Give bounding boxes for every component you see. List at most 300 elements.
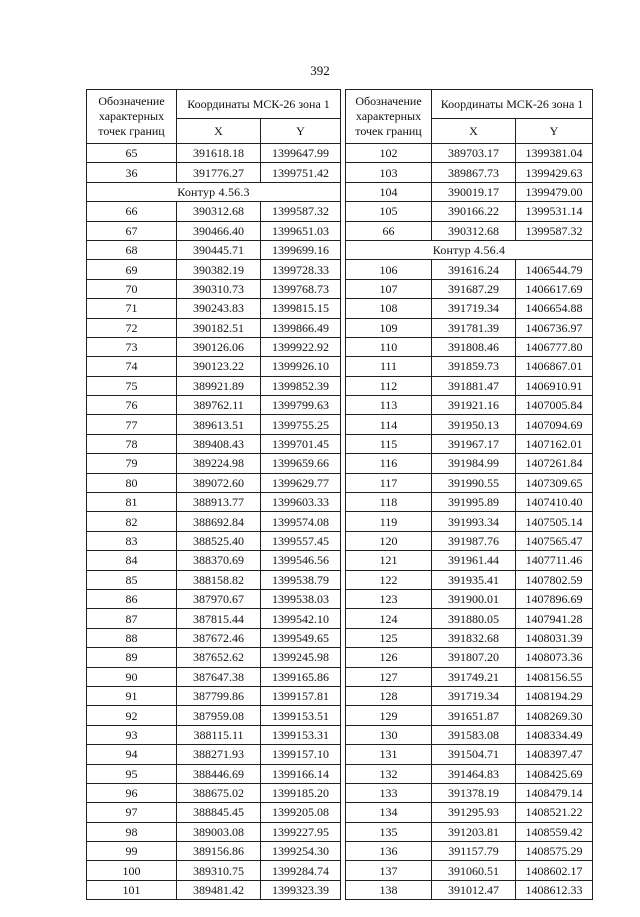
y-coordinate-cell: 1408612.33 — [516, 880, 593, 899]
x-coordinate-cell: 391749.21 — [432, 667, 516, 686]
x-coordinate-cell: 391651.87 — [432, 706, 516, 725]
point-id-cell: 105 — [346, 202, 432, 221]
x-coordinate-cell: 390466.40 — [177, 221, 261, 240]
y-coordinate-cell: 1406910.91 — [516, 376, 593, 395]
y-coordinate-cell: 1408194.29 — [516, 686, 593, 705]
x-coordinate-cell: 391616.24 — [432, 260, 516, 279]
y-coordinate-cell: 1399245.98 — [261, 648, 341, 667]
y-coordinate-cell: 1407802.59 — [516, 570, 593, 589]
table-row — [87, 609, 341, 628]
point-id-cell: 106 — [346, 260, 432, 279]
y-coordinate-cell: 1399153.51 — [261, 706, 341, 725]
header-point-label: Обозначение характерных точек границ — [87, 90, 177, 144]
point-id-cell: 113 — [346, 396, 432, 415]
x-coordinate-cell: 389613.51 — [177, 415, 261, 434]
point-id-cell: 126 — [346, 648, 432, 667]
x-coordinate-cell: 390243.83 — [177, 299, 261, 318]
x-coordinate-cell: 391984.99 — [432, 454, 516, 473]
table-row — [87, 531, 341, 550]
point-id-cell: 121 — [346, 551, 432, 570]
x-coordinate-cell: 389867.73 — [432, 163, 516, 182]
x-coordinate-cell: 388158.82 — [177, 570, 261, 589]
x-coordinate-cell: 391990.55 — [432, 473, 516, 492]
table-row — [87, 357, 341, 376]
point-id-cell: 81 — [87, 493, 177, 512]
y-coordinate-cell: 1399755.25 — [261, 415, 341, 434]
x-coordinate-cell: 391719.34 — [432, 686, 516, 705]
table-row — [87, 454, 341, 473]
table-row — [346, 667, 593, 686]
x-coordinate-cell: 391995.89 — [432, 493, 516, 512]
x-coordinate-cell: 389921.89 — [177, 376, 261, 395]
table-row — [87, 706, 341, 725]
y-coordinate-cell: 1407711.46 — [516, 551, 593, 570]
point-id-cell: 87 — [87, 609, 177, 628]
point-id-cell: 103 — [346, 163, 432, 182]
y-coordinate-cell: 1407005.84 — [516, 396, 593, 415]
y-coordinate-cell: 1408479.14 — [516, 783, 593, 802]
point-id-cell: 89 — [87, 648, 177, 667]
table-row — [346, 531, 593, 550]
page-number: 392 — [310, 63, 330, 78]
table-row — [346, 880, 593, 899]
x-coordinate-cell: 391157.79 — [432, 842, 516, 861]
table-row — [346, 202, 593, 221]
table-row — [87, 376, 341, 395]
y-coordinate-cell: 1399647.99 — [261, 144, 341, 163]
y-coordinate-cell: 1399542.10 — [261, 609, 341, 628]
point-id-cell: 128 — [346, 686, 432, 705]
y-coordinate-cell: 1406617.69 — [516, 279, 593, 298]
table-row — [346, 589, 593, 608]
point-id-cell: 134 — [346, 803, 432, 822]
table-row — [346, 745, 593, 764]
header-coordinates-label: Координаты МСК-26 зона 1 — [432, 90, 593, 119]
y-coordinate-cell: 1399157.10 — [261, 745, 341, 764]
y-coordinate-cell: 1399546.56 — [261, 551, 341, 570]
table-row — [87, 493, 341, 512]
table-row — [87, 396, 341, 415]
point-id-cell: 98 — [87, 822, 177, 841]
table-row — [87, 822, 341, 841]
x-coordinate-cell: 391012.47 — [432, 880, 516, 899]
y-coordinate-cell: 1407410.40 — [516, 493, 593, 512]
y-coordinate-cell: 1399587.32 — [516, 221, 593, 240]
point-id-cell: 130 — [346, 725, 432, 744]
table-row — [346, 144, 593, 163]
y-coordinate-cell: 1408334.49 — [516, 725, 593, 744]
y-coordinate-cell: 1399429.63 — [516, 163, 593, 182]
point-id-cell: 109 — [346, 318, 432, 337]
x-coordinate-cell: 390310.73 — [177, 279, 261, 298]
coordinates-table-right — [345, 89, 593, 900]
y-coordinate-cell: 1399254.30 — [261, 842, 341, 861]
x-coordinate-cell: 390382.19 — [177, 260, 261, 279]
table-row — [346, 279, 593, 298]
point-id-cell: 107 — [346, 279, 432, 298]
table-row — [346, 396, 593, 415]
table-row — [346, 221, 593, 240]
table-row — [87, 415, 341, 434]
y-coordinate-cell: 1399701.45 — [261, 434, 341, 453]
table-row — [346, 493, 593, 512]
y-coordinate-cell: 1399922.92 — [261, 337, 341, 356]
x-coordinate-cell: 391832.68 — [432, 628, 516, 647]
y-coordinate-cell: 1399538.79 — [261, 570, 341, 589]
x-coordinate-cell: 390312.68 — [177, 202, 261, 221]
x-coordinate-cell: 388525.40 — [177, 531, 261, 550]
point-id-cell: 88 — [87, 628, 177, 647]
point-id-cell: 78 — [87, 434, 177, 453]
table-row — [87, 434, 341, 453]
point-id-cell: 124 — [346, 609, 432, 628]
table-row — [346, 551, 593, 570]
y-coordinate-cell: 1399157.81 — [261, 686, 341, 705]
table-row — [87, 803, 341, 822]
y-coordinate-cell: 1408425.69 — [516, 764, 593, 783]
y-coordinate-cell: 1399629.77 — [261, 473, 341, 492]
point-id-cell: 123 — [346, 589, 432, 608]
point-id-cell: 91 — [87, 686, 177, 705]
point-id-cell: 110 — [346, 337, 432, 356]
contour-header-row — [346, 240, 593, 259]
x-coordinate-cell: 389156.86 — [177, 842, 261, 861]
point-id-cell: 92 — [87, 706, 177, 725]
point-id-cell: 119 — [346, 512, 432, 531]
x-coordinate-cell: 391808.46 — [432, 337, 516, 356]
point-id-cell: 104 — [346, 182, 432, 201]
table-row — [346, 318, 593, 337]
table-row — [87, 667, 341, 686]
y-coordinate-cell: 1399926.10 — [261, 357, 341, 376]
point-id-cell: 129 — [346, 706, 432, 725]
y-coordinate-cell: 1408397.47 — [516, 745, 593, 764]
y-coordinate-cell: 1399284.74 — [261, 861, 341, 880]
x-coordinate-cell: 390019.17 — [432, 182, 516, 201]
table-row — [346, 822, 593, 841]
x-coordinate-cell: 389072.60 — [177, 473, 261, 492]
table-row — [87, 299, 341, 318]
y-coordinate-cell: 1399651.03 — [261, 221, 341, 240]
header-y-label: Y — [261, 119, 341, 144]
point-id-cell: 90 — [87, 667, 177, 686]
header-coordinates-label: Координаты МСК-26 зона 1 — [177, 90, 341, 119]
x-coordinate-cell: 389224.98 — [177, 454, 261, 473]
point-id-cell: 100 — [87, 861, 177, 880]
y-coordinate-cell: 1407505.14 — [516, 512, 593, 531]
x-coordinate-cell: 387647.38 — [177, 667, 261, 686]
y-coordinate-cell: 1408269.30 — [516, 706, 593, 725]
y-coordinate-cell: 1407941.28 — [516, 609, 593, 628]
table-row — [346, 725, 593, 744]
y-coordinate-cell: 1408575.29 — [516, 842, 593, 861]
y-coordinate-cell: 1406736.97 — [516, 318, 593, 337]
x-coordinate-cell: 391881.47 — [432, 376, 516, 395]
table-row — [346, 337, 593, 356]
y-coordinate-cell: 1407896.69 — [516, 589, 593, 608]
x-coordinate-cell: 387815.44 — [177, 609, 261, 628]
table-row — [87, 764, 341, 783]
point-id-cell: 83 — [87, 531, 177, 550]
point-id-cell: 112 — [346, 376, 432, 395]
x-coordinate-cell: 391987.76 — [432, 531, 516, 550]
header-x-label: X — [177, 119, 261, 144]
table-row — [87, 163, 341, 182]
table-row — [87, 551, 341, 570]
point-id-cell: 99 — [87, 842, 177, 861]
table-row — [346, 182, 593, 201]
header-x-label: X — [432, 119, 516, 144]
x-coordinate-cell: 388845.45 — [177, 803, 261, 822]
point-id-cell: 132 — [346, 764, 432, 783]
table-row — [87, 880, 341, 899]
contour-label: Контур 4.56.3 — [87, 182, 341, 201]
table-row — [346, 473, 593, 492]
x-coordinate-cell: 391880.05 — [432, 609, 516, 628]
table-row — [346, 783, 593, 802]
table-row — [346, 628, 593, 647]
table-row — [87, 260, 341, 279]
x-coordinate-cell: 391935.41 — [432, 570, 516, 589]
y-coordinate-cell: 1399699.16 — [261, 240, 341, 259]
table-row — [346, 512, 593, 531]
y-coordinate-cell: 1399815.15 — [261, 299, 341, 318]
table-row — [346, 299, 593, 318]
y-coordinate-cell: 1399603.33 — [261, 493, 341, 512]
x-coordinate-cell: 391950.13 — [432, 415, 516, 434]
point-id-cell: 94 — [87, 745, 177, 764]
header-y-label: Y — [516, 119, 593, 144]
point-id-cell: 122 — [346, 570, 432, 589]
x-coordinate-cell: 387652.62 — [177, 648, 261, 667]
point-id-cell: 73 — [87, 337, 177, 356]
x-coordinate-cell: 391295.93 — [432, 803, 516, 822]
x-coordinate-cell: 391719.34 — [432, 299, 516, 318]
point-id-cell: 66 — [346, 221, 432, 240]
x-coordinate-cell: 389003.08 — [177, 822, 261, 841]
x-coordinate-cell: 389762.11 — [177, 396, 261, 415]
point-id-cell: 97 — [87, 803, 177, 822]
x-coordinate-cell: 391993.34 — [432, 512, 516, 531]
point-id-cell: 74 — [87, 357, 177, 376]
x-coordinate-cell: 390312.68 — [432, 221, 516, 240]
point-id-cell: 80 — [87, 473, 177, 492]
point-id-cell: 65 — [87, 144, 177, 163]
x-coordinate-cell: 388913.77 — [177, 493, 261, 512]
table-row — [346, 803, 593, 822]
point-id-cell: 118 — [346, 493, 432, 512]
table-row — [346, 648, 593, 667]
table-row — [87, 240, 341, 259]
y-coordinate-cell: 1407565.47 — [516, 531, 593, 550]
y-coordinate-cell: 1408521.22 — [516, 803, 593, 822]
point-id-cell: 116 — [346, 454, 432, 473]
x-coordinate-cell: 391921.16 — [432, 396, 516, 415]
table-row — [87, 473, 341, 492]
x-coordinate-cell: 388675.02 — [177, 783, 261, 802]
x-coordinate-cell: 391781.39 — [432, 318, 516, 337]
point-id-cell: 135 — [346, 822, 432, 841]
table-row — [346, 842, 593, 861]
table-row — [87, 783, 341, 802]
y-coordinate-cell: 1399185.20 — [261, 783, 341, 802]
y-coordinate-cell: 1399587.32 — [261, 202, 341, 221]
x-coordinate-cell: 387970.67 — [177, 589, 261, 608]
table-row — [87, 318, 341, 337]
table-row — [346, 260, 593, 279]
table-row — [346, 163, 593, 182]
x-coordinate-cell: 391464.83 — [432, 764, 516, 783]
y-coordinate-cell: 1407261.84 — [516, 454, 593, 473]
x-coordinate-cell: 388271.93 — [177, 745, 261, 764]
x-coordinate-cell: 391060.51 — [432, 861, 516, 880]
point-id-cell: 131 — [346, 745, 432, 764]
point-id-cell: 84 — [87, 551, 177, 570]
point-id-cell: 101 — [87, 880, 177, 899]
y-coordinate-cell: 1399165.86 — [261, 667, 341, 686]
x-coordinate-cell: 389408.43 — [177, 434, 261, 453]
point-id-cell: 138 — [346, 880, 432, 899]
y-coordinate-cell: 1399323.39 — [261, 880, 341, 899]
y-coordinate-cell: 1399479.00 — [516, 182, 593, 201]
x-coordinate-cell: 391583.08 — [432, 725, 516, 744]
y-coordinate-cell: 1399153.31 — [261, 725, 341, 744]
x-coordinate-cell: 391776.27 — [177, 163, 261, 182]
point-id-cell: 108 — [346, 299, 432, 318]
point-id-cell: 117 — [346, 473, 432, 492]
table-row — [87, 861, 341, 880]
table-row — [87, 686, 341, 705]
x-coordinate-cell: 391900.01 — [432, 589, 516, 608]
y-coordinate-cell: 1406654.88 — [516, 299, 593, 318]
y-coordinate-cell: 1408073.36 — [516, 648, 593, 667]
x-coordinate-cell: 391504.71 — [432, 745, 516, 764]
y-coordinate-cell: 1399549.65 — [261, 628, 341, 647]
point-id-cell: 79 — [87, 454, 177, 473]
y-coordinate-cell: 1399768.73 — [261, 279, 341, 298]
point-id-cell: 111 — [346, 357, 432, 376]
y-coordinate-cell: 1408559.42 — [516, 822, 593, 841]
x-coordinate-cell: 390166.22 — [432, 202, 516, 221]
point-id-cell: 120 — [346, 531, 432, 550]
table-row — [346, 861, 593, 880]
table-row — [346, 376, 593, 395]
y-coordinate-cell: 1399557.45 — [261, 531, 341, 550]
table-row — [346, 454, 593, 473]
x-coordinate-cell: 391687.29 — [432, 279, 516, 298]
y-coordinate-cell: 1406777.80 — [516, 337, 593, 356]
point-id-cell: 102 — [346, 144, 432, 163]
point-id-cell: 93 — [87, 725, 177, 744]
table-row — [87, 337, 341, 356]
x-coordinate-cell: 391859.73 — [432, 357, 516, 376]
table-row — [87, 279, 341, 298]
y-coordinate-cell: 1399166.14 — [261, 764, 341, 783]
table-row — [87, 842, 341, 861]
table-row — [87, 725, 341, 744]
x-coordinate-cell: 388446.69 — [177, 764, 261, 783]
table-row — [346, 434, 593, 453]
point-id-cell: 125 — [346, 628, 432, 647]
y-coordinate-cell: 1408156.55 — [516, 667, 593, 686]
x-coordinate-cell: 390126.06 — [177, 337, 261, 356]
y-coordinate-cell: 1399659.66 — [261, 454, 341, 473]
y-coordinate-cell: 1399866.49 — [261, 318, 341, 337]
table-row — [87, 648, 341, 667]
table-row — [87, 221, 341, 240]
point-id-cell: 95 — [87, 764, 177, 783]
x-coordinate-cell: 389703.17 — [432, 144, 516, 163]
point-id-cell: 36 — [87, 163, 177, 182]
x-coordinate-cell: 391378.19 — [432, 783, 516, 802]
y-coordinate-cell: 1407094.69 — [516, 415, 593, 434]
point-id-cell: 115 — [346, 434, 432, 453]
table-row — [346, 764, 593, 783]
x-coordinate-cell: 391961.44 — [432, 551, 516, 570]
y-coordinate-cell: 1408602.17 — [516, 861, 593, 880]
x-coordinate-cell: 387672.46 — [177, 628, 261, 647]
table-row — [346, 609, 593, 628]
table-row — [346, 706, 593, 725]
y-coordinate-cell: 1399799.63 — [261, 396, 341, 415]
header-point-label: Обозначение характерных точек границ — [346, 90, 432, 144]
table-row — [87, 202, 341, 221]
x-coordinate-cell: 389310.75 — [177, 861, 261, 880]
y-coordinate-cell: 1399205.08 — [261, 803, 341, 822]
x-coordinate-cell: 390445.71 — [177, 240, 261, 259]
y-coordinate-cell: 1399852.39 — [261, 376, 341, 395]
table-row — [87, 570, 341, 589]
y-coordinate-cell: 1399728.33 — [261, 260, 341, 279]
x-coordinate-cell: 391807.20 — [432, 648, 516, 667]
y-coordinate-cell: 1407162.01 — [516, 434, 593, 453]
y-coordinate-cell: 1408031.39 — [516, 628, 593, 647]
x-coordinate-cell: 391203.81 — [432, 822, 516, 841]
point-id-cell: 77 — [87, 415, 177, 434]
point-id-cell: 68 — [87, 240, 177, 259]
point-id-cell: 82 — [87, 512, 177, 531]
table-row — [87, 589, 341, 608]
point-id-cell: 86 — [87, 589, 177, 608]
point-id-cell: 136 — [346, 842, 432, 861]
point-id-cell: 137 — [346, 861, 432, 880]
y-coordinate-cell: 1399538.03 — [261, 589, 341, 608]
point-id-cell: 70 — [87, 279, 177, 298]
y-coordinate-cell: 1399227.95 — [261, 822, 341, 841]
table-row — [87, 512, 341, 531]
y-coordinate-cell: 1399381.04 — [516, 144, 593, 163]
table-row — [346, 570, 593, 589]
y-coordinate-cell: 1407309.65 — [516, 473, 593, 492]
point-id-cell: 75 — [87, 376, 177, 395]
point-id-cell: 133 — [346, 783, 432, 802]
contour-label: Контур 4.56.4 — [346, 240, 593, 259]
x-coordinate-cell: 391967.17 — [432, 434, 516, 453]
x-coordinate-cell: 390123.22 — [177, 357, 261, 376]
point-id-cell: 85 — [87, 570, 177, 589]
y-coordinate-cell: 1399574.08 — [261, 512, 341, 531]
table-row — [87, 144, 341, 163]
x-coordinate-cell: 391618.18 — [177, 144, 261, 163]
y-coordinate-cell: 1406867.01 — [516, 357, 593, 376]
x-coordinate-cell: 388370.69 — [177, 551, 261, 570]
point-id-cell: 72 — [87, 318, 177, 337]
x-coordinate-cell: 387799.86 — [177, 686, 261, 705]
y-coordinate-cell: 1399531.14 — [516, 202, 593, 221]
point-id-cell: 67 — [87, 221, 177, 240]
point-id-cell: 76 — [87, 396, 177, 415]
coordinates-table-left — [86, 89, 341, 900]
